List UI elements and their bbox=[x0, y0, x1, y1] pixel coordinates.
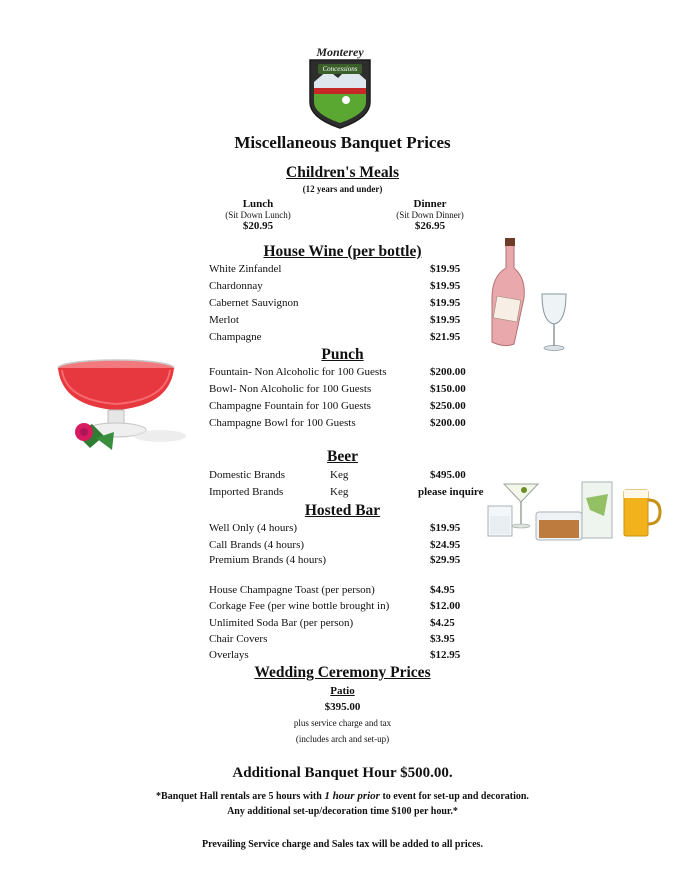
logo-text-monterey: Monterey bbox=[316, 45, 364, 59]
extra-item-price: $3.95 bbox=[430, 633, 455, 645]
dinner-sub: (Sit Down Dinner) bbox=[396, 210, 464, 220]
wine-item-name: Merlot bbox=[209, 314, 239, 326]
dinner-price: $26.95 bbox=[414, 220, 446, 232]
punch-item-price: $200.00 bbox=[430, 417, 466, 429]
rental-note bbox=[0, 790, 685, 802]
hosted-item-price: $29.95 bbox=[430, 554, 461, 566]
hosted-item-name: Call Brands (4 hours) bbox=[209, 539, 305, 551]
wedding-heading: Wedding Ceremony Prices bbox=[254, 664, 431, 681]
page-title: Miscellaneous Banquet Prices bbox=[234, 133, 451, 152]
punch-bowl-image bbox=[52, 356, 188, 456]
punch-item-price: $200.00 bbox=[430, 366, 466, 378]
extra-item-name: Overlays bbox=[209, 649, 249, 661]
setup-note: Any additional set-up/decoration time $100 per hour.* bbox=[227, 806, 458, 817]
wedding-note-tax: plus service charge and tax bbox=[293, 718, 392, 728]
punch-item-name: Fountain- Non Alcoholic for 100 Guests bbox=[209, 366, 387, 378]
rental-note-emphasis: 1 hour prior bbox=[324, 790, 380, 802]
hosted-item-price: $19.95 bbox=[430, 522, 461, 534]
extra-item-name: Corkage Fee (per wine bottle brought in) bbox=[209, 600, 390, 612]
wine-item-price: $19.95 bbox=[430, 314, 461, 326]
extra-item-name: House Champagne Toast (per person) bbox=[209, 584, 375, 596]
hosted-bar-heading: Hosted Bar bbox=[304, 502, 381, 519]
extra-item-price: $4.95 bbox=[430, 584, 455, 596]
logo-text-concessions: Concessions bbox=[322, 65, 358, 73]
extra-item-price: $4.25 bbox=[430, 617, 455, 629]
beer-item-unit: Keg bbox=[330, 469, 349, 481]
extra-item-name: Unlimited Soda Bar (per person) bbox=[209, 617, 354, 629]
extra-item-name: Chair Covers bbox=[209, 633, 268, 645]
wine-item-price: $21.95 bbox=[430, 331, 461, 343]
footer-note: Prevailing Service charge and Sales tax will be added to all prices. bbox=[202, 839, 483, 850]
wine-item-name: White Zinfandel bbox=[209, 263, 282, 275]
extra-item-price: $12.00 bbox=[430, 600, 461, 612]
rental-note-post: to event for set-up and decoration. bbox=[379, 791, 529, 802]
childrens-meals-heading: Children's Meals bbox=[286, 164, 399, 181]
wine-item-name: Champagne bbox=[209, 331, 262, 343]
beer-heading: Beer bbox=[327, 448, 358, 465]
dinner-block bbox=[378, 198, 482, 232]
extra-item-price: $12.95 bbox=[430, 649, 461, 661]
house-wine-heading: House Wine (per bottle) bbox=[263, 243, 422, 260]
punch-item-name: Champagne Bowl for 100 Guests bbox=[209, 417, 356, 429]
wedding-note-arch: (includes arch and set-up) bbox=[295, 734, 390, 744]
hosted-item-name: Well Only (4 hours) bbox=[209, 522, 298, 534]
punch-item-name: Champagne Fountain for 100 Guests bbox=[209, 400, 371, 412]
monterey-logo bbox=[300, 40, 380, 130]
wine-bottle-glass-image bbox=[484, 238, 574, 354]
wine-item-name: Cabernet Sauvignon bbox=[209, 297, 299, 309]
wine-item-price: $19.95 bbox=[430, 297, 461, 309]
punch-item-price: $250.00 bbox=[430, 400, 466, 412]
hosted-item-price: $24.95 bbox=[430, 539, 461, 551]
lunch-price: $20.95 bbox=[242, 220, 274, 232]
beer-item-name: Domestic Brands bbox=[209, 469, 286, 481]
beer-item-unit: Keg bbox=[330, 486, 349, 498]
childrens-age-note: (12 years and under) bbox=[302, 184, 383, 194]
hosted-item-name: Premium Brands (4 hours) bbox=[209, 554, 327, 566]
wedding-price: $395.00 bbox=[324, 701, 361, 713]
lunch-label: Lunch bbox=[242, 198, 274, 210]
wine-item-price: $19.95 bbox=[430, 263, 461, 275]
beer-item-price: please inquire bbox=[418, 486, 484, 498]
punch-heading: Punch bbox=[321, 346, 364, 363]
beer-item-name: Imported Brands bbox=[209, 486, 284, 498]
beer-item-price: $495.00 bbox=[430, 469, 466, 481]
punch-item-name: Bowl- Non Alcoholic for 100 Guests bbox=[209, 383, 372, 395]
lunch-block bbox=[208, 198, 308, 232]
lunch-sub: (Sit Down Lunch) bbox=[225, 210, 291, 220]
wine-item-name: Chardonnay bbox=[209, 280, 263, 292]
wine-item-price: $19.95 bbox=[430, 280, 461, 292]
rental-note-pre: *Banquet Hall rentals are 5 hours with bbox=[156, 791, 325, 802]
wedding-sub: Patio bbox=[330, 685, 355, 697]
additional-hour: Additional Banquet Hour $500.00. bbox=[232, 765, 453, 781]
punch-item-price: $150.00 bbox=[430, 383, 466, 395]
dinner-label: Dinner bbox=[413, 198, 447, 210]
